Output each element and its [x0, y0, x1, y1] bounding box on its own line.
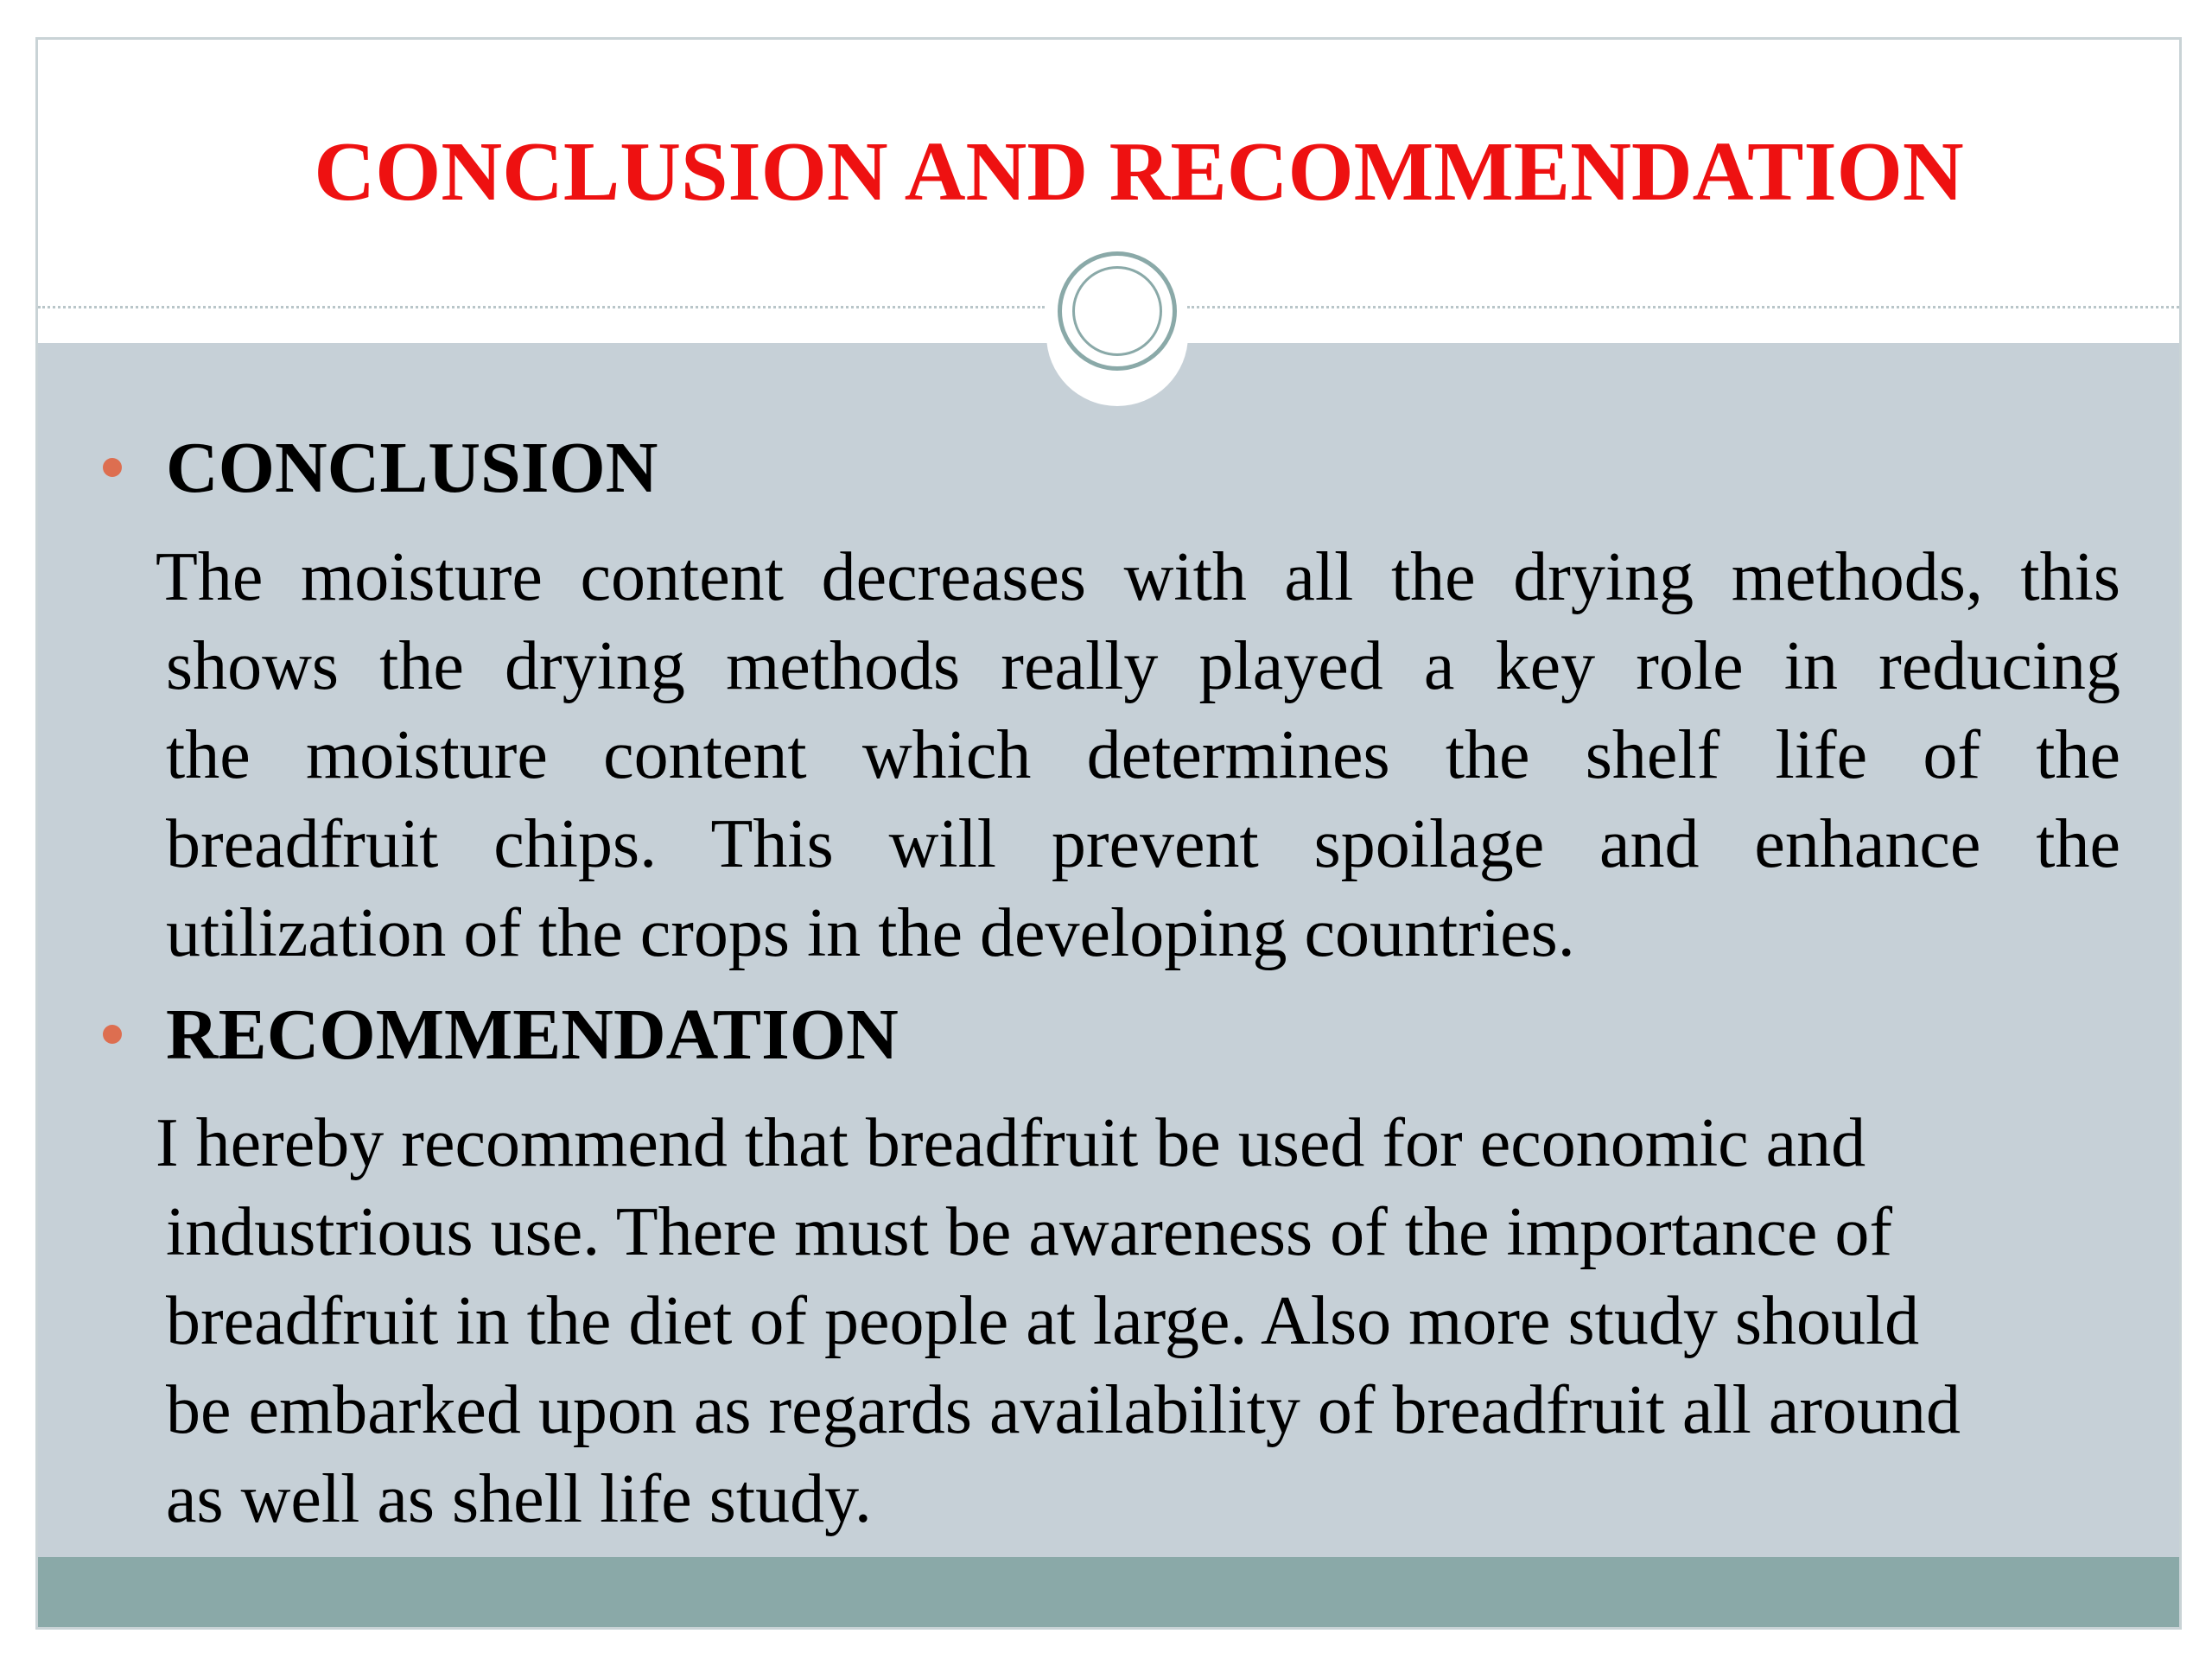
paragraph-line: as well as shell life study. [166, 1461, 872, 1537]
paragraph-line: shows the drying methods really played a key role in reducing [166, 628, 2120, 704]
section-heading-conclusion: CONCLUSION [166, 428, 658, 508]
paragraph-line: the moisture content which determines the shelf life of the [166, 717, 2120, 793]
paragraph-line: The moisture content decreases with all the drying methods, this [156, 539, 2120, 615]
inner-ring [1072, 266, 1162, 356]
recommendation-paragraph [156, 1099, 2120, 1544]
circle-ornament-icon [1058, 251, 1177, 371]
section-heading-row-recommendation [38, 994, 2179, 1077]
bullet-icon [103, 1025, 122, 1044]
slide-title: CONCLUSION AND RECOMMENDATION [314, 125, 1964, 219]
bullet-icon [103, 458, 122, 477]
conclusion-paragraph [156, 533, 2120, 978]
slide [35, 37, 2182, 1630]
section-heading-recommendation: RECOMMENDATION [166, 995, 899, 1075]
content-area [38, 343, 2179, 1557]
paragraph-line: breadfruit in the diet of people at large. Also more study should [166, 1283, 1920, 1359]
divider-line-right [1187, 306, 2182, 308]
paragraph-line: I hereby recommend that breadfruit be used for economic and [156, 1105, 1866, 1181]
footer-band [38, 1557, 2179, 1630]
section-heading-row-conclusion [38, 427, 2179, 510]
paragraph-line: be embarked upon as regards availability of breadfruit all around [166, 1372, 1961, 1448]
paragraph-line: utilization of the crops in the developing countries. [166, 895, 1575, 971]
divider-line-left [38, 306, 1045, 308]
paragraph-line: industrious use. There must be awareness of the importance of [166, 1194, 1892, 1270]
paragraph-line: breadfruit chips. This will prevent spoilage and enhance the [166, 806, 2120, 882]
